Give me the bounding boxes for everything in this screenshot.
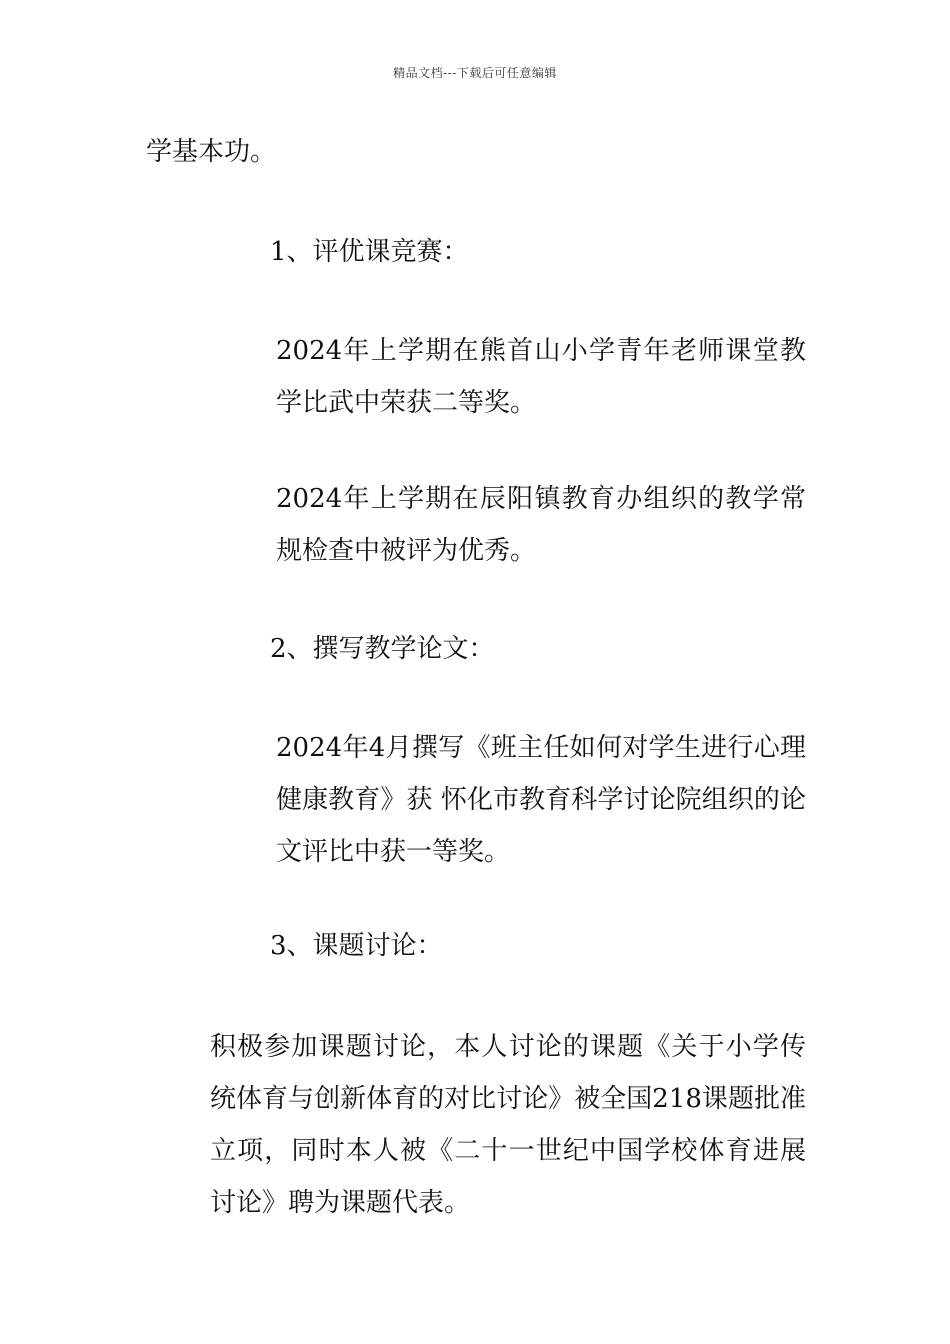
paragraph-paper: 2024年4月撰写《班主任如何对学生进行心理健康教育》获 怀化市教育科学讨论院组织的论文评比中获一等奖。 xyxy=(276,733,806,867)
page-header: 精品文档---下载后可任意编辑 xyxy=(393,66,557,80)
section-heading-3: 3、课题讨论： xyxy=(270,931,443,961)
paragraph-continuation: 学基本功。 xyxy=(146,137,277,167)
paragraph-award-2: 2024年上学期在辰阳镇教育办组织的教学常规检查中被评为优秀。 xyxy=(276,484,806,566)
section-heading-2: 2、撰写教学论文： xyxy=(270,634,495,664)
section-heading-1: 1、评优课竞赛： xyxy=(270,237,469,267)
paragraph-award-1: 2024年上学期在熊首山小学青年老师课堂教学比武中荣获二等奖。 xyxy=(276,336,806,418)
paragraph-research: 积极参加课题讨论，本人讨论的课题《关于小学传统体育与创新体育的对比讨论》被全国218课题批准立项，同时本人被《二十一世纪中国学校体育进展讨论》聘为课题代表。 xyxy=(210,1032,806,1218)
